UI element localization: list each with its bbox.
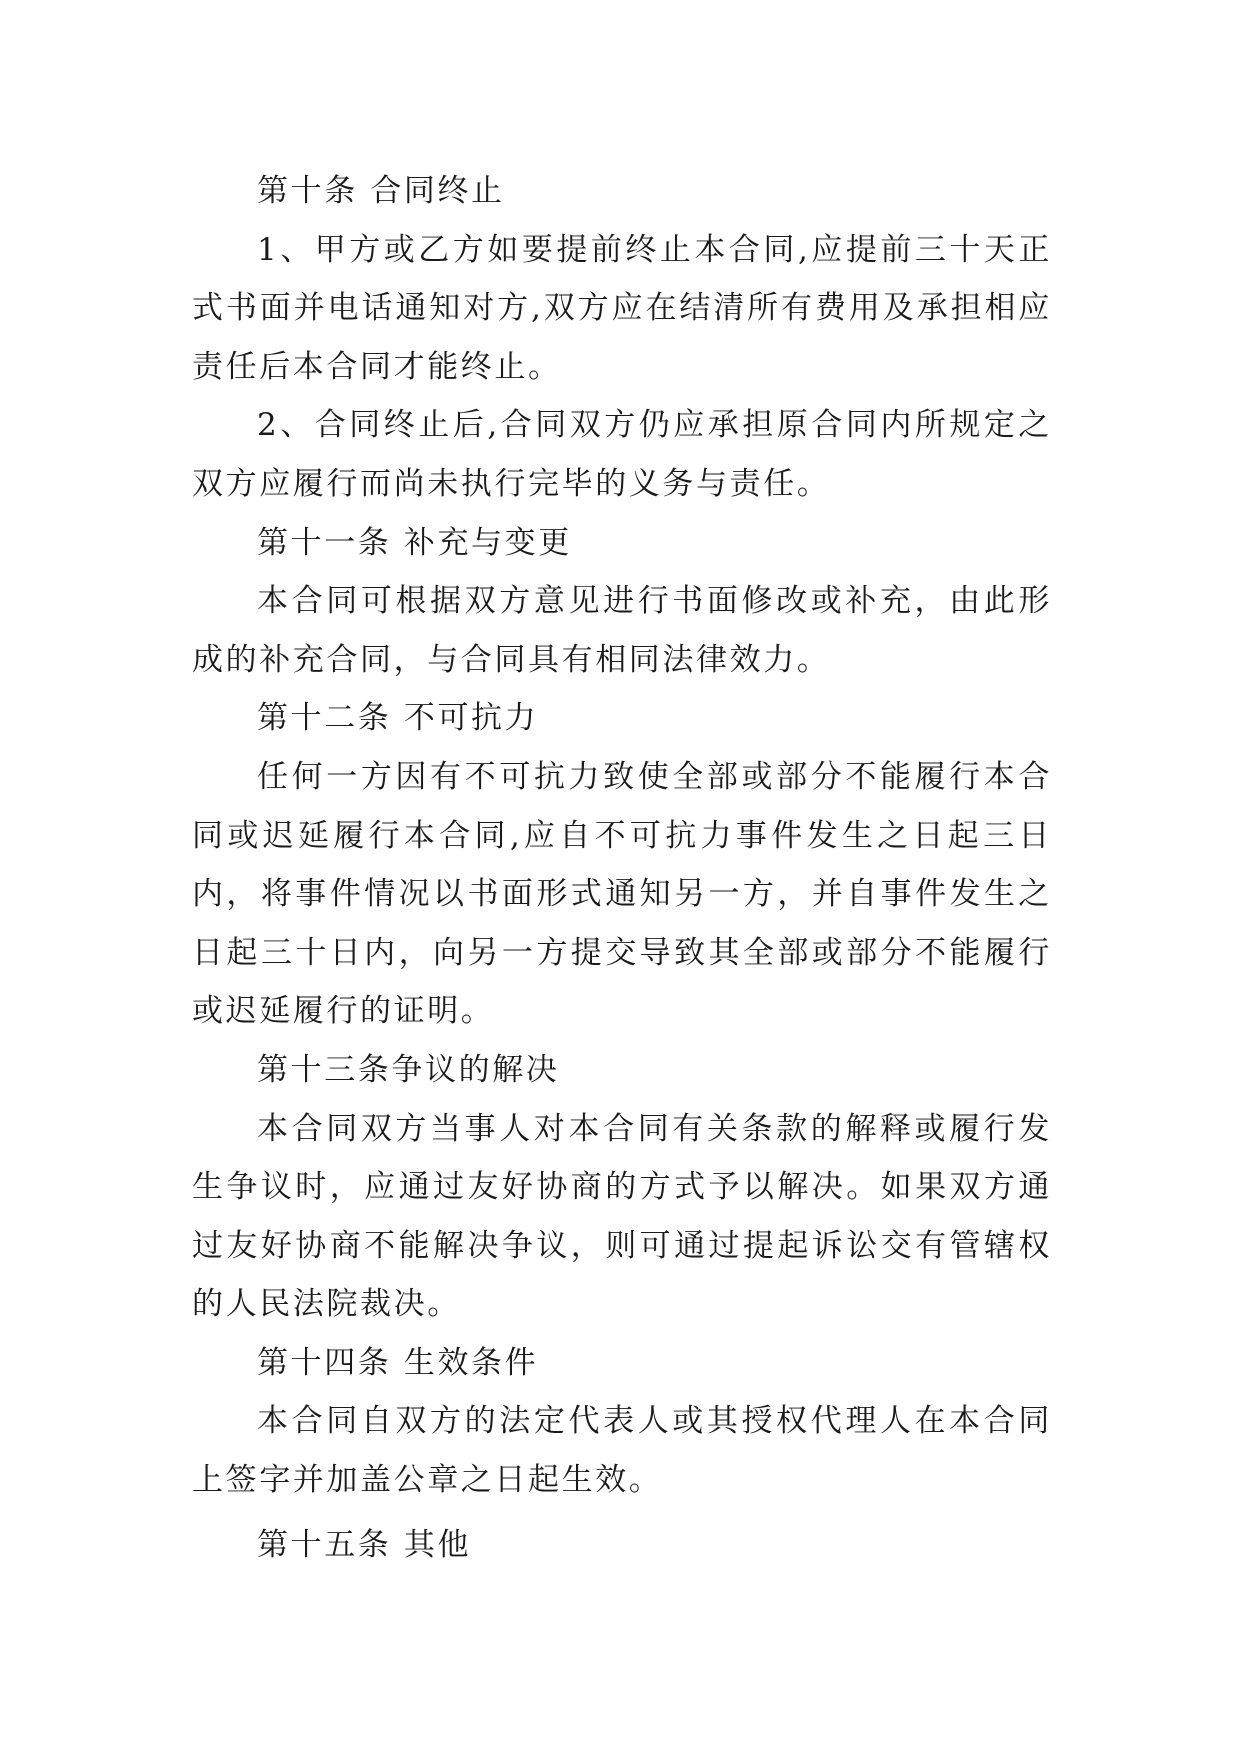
article-11-heading: 第十一条 补充与变更 xyxy=(257,524,572,561)
article-12-paragraph: 任何一方因有不可抗力致使全部或部分不能履行本合同或迟延履行本合同,应自不可抗力事件发生之日起三日内，将事件情况以书面形式通知另一方，并自事件发生之日起三十日内，向另一方提交导致其全部或部分不能履行或迟延履行的证明。 xyxy=(192,758,1052,1030)
article-14-heading: 第十四条 生效条件 xyxy=(257,1344,539,1381)
article-12-heading: 第十二条 不可抗力 xyxy=(257,700,539,737)
article-10-heading: 第十条 合同终止 xyxy=(257,173,505,209)
article-11-paragraph: 本合同可根据双方意见进行书面修改或补充，由此形成的补充合同，与合同具有相同法律效力。 xyxy=(192,583,1052,678)
article-14-paragraph: 本合同自双方的法定代表人或其授权代理人在本合同上签字并加盖公章之日起生效。 xyxy=(192,1403,1052,1499)
article-13-heading: 第十三条争议的解决 xyxy=(257,1051,560,1088)
article-15-heading: 第十五条 其他 xyxy=(257,1526,472,1563)
article-10-clause-1: 1、甲方或乙方如要提前终止本合同,应提前三十天正式书面并电话通知对方,双方应在结清所有费用及承担相应责任后本合同才能终止。 xyxy=(192,231,1052,385)
document-body xyxy=(192,162,1052,1574)
article-10-clause-2: 2、合同终止后,合同双方仍应承担原合同内所规定之双方应履行而尚未执行完毕的义务与责任。 xyxy=(192,407,1052,502)
article-13-paragraph: 本合同双方当事人对本合同有关条款的解释或履行发生争议时，应通过友好协商的方式予以解决。如果双方通过友好协商不能解决争议，则可通过提起诉讼交有管辖权的人民法院裁决。 xyxy=(192,1110,1052,1323)
